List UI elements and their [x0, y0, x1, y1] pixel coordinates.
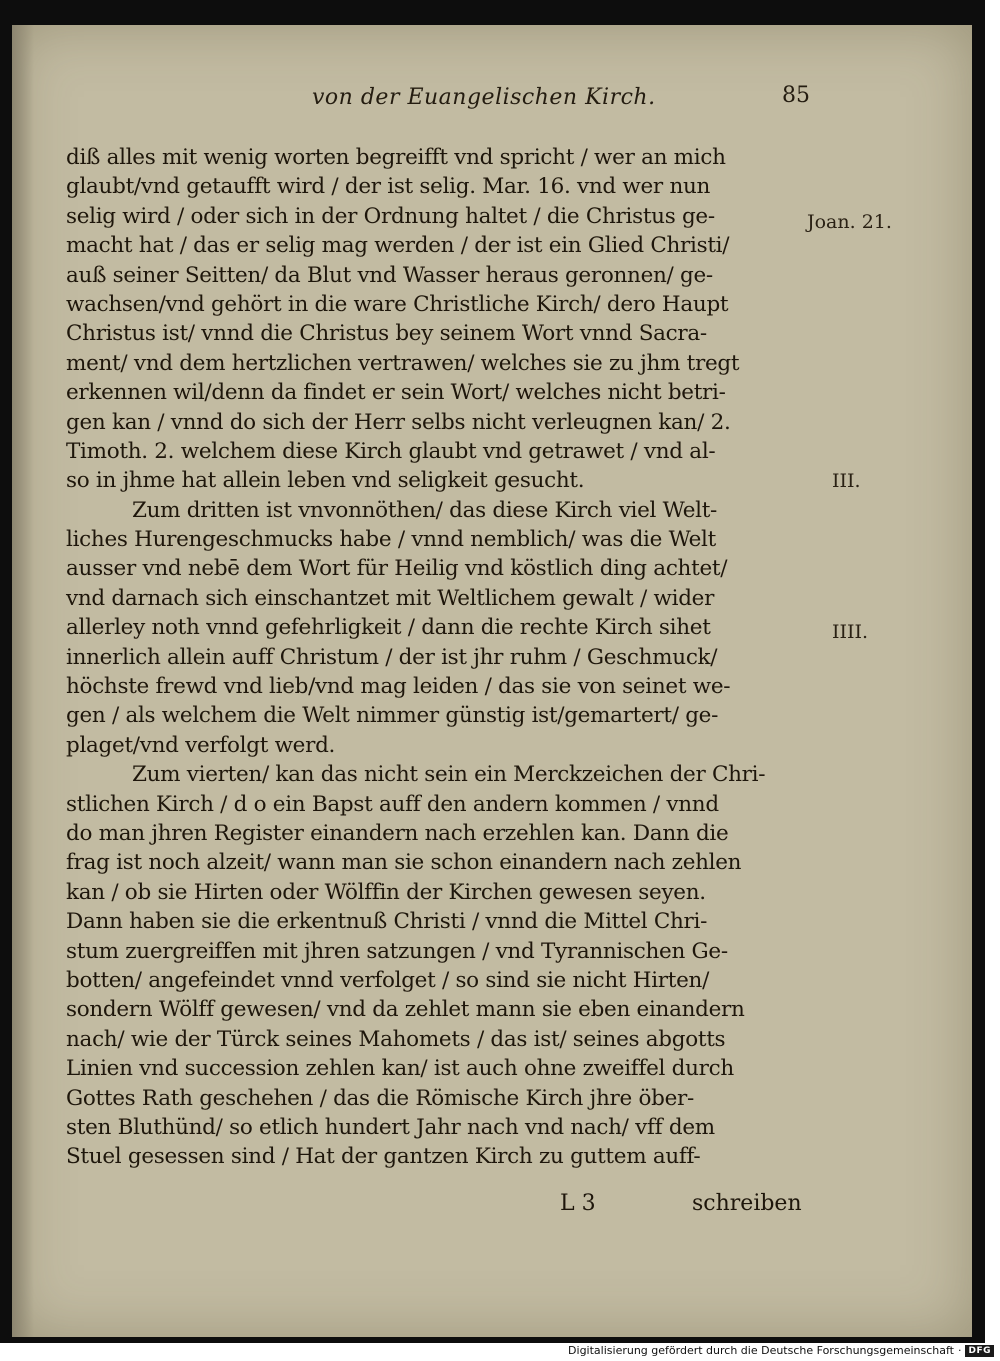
text-line: innerlich allein auff Christum / der ist jhr ruhm / Geschmuck/	[66, 644, 718, 670]
credit-separator: ·	[957, 1344, 962, 1357]
text-line: do man jhren Register einandern nach erzehlen kan. Dann die	[66, 820, 729, 846]
text-line: Dann haben sie die erkentnuß Christi / vnnd die Mittel Chri-	[66, 909, 708, 935]
text-line: Gottes Rath geschehen / das die Römische Kirch jhre öber-	[66, 1085, 694, 1111]
catchword: schreiben	[692, 1191, 802, 1216]
text-line: diß alles mit wenig worten begreifft vnd spricht / wer an mich	[66, 145, 726, 170]
margin-note-joan: Joan. 21.	[807, 211, 892, 233]
text-line: sten Bluthünd/ so etlich hundert Jahr nach vnd nach/ vff dem	[66, 1114, 715, 1140]
text-line: Linien vnd succession zehlen kan/ ist auch ohne zweiffel durch	[66, 1056, 734, 1082]
text-line: höchste frewd vnd lieb/vnd mag leiden / das sie von seinet we-	[66, 674, 731, 700]
digitization-credit	[568, 1344, 994, 1357]
text-line: Timoth. 2. welchem diese Kirch glaubt vnd getrawet / vnd al-	[66, 438, 716, 464]
signature-mark: L 3	[560, 1191, 596, 1216]
text-line: kan / ob sie Hirten oder Wölffin der Kirchen gewesen seyen.	[66, 879, 706, 905]
text-line: glaubt/vnd getaufft wird / der ist selig. Mar. 16. vnd wer nun	[66, 174, 711, 200]
text-line: gen / als welchem die Welt nimmer günstig ist/gemartert/ ge-	[66, 703, 719, 729]
text-line: gen kan / vnnd do sich der Herr selbs nicht verleugnen kan/ 2.	[66, 409, 731, 435]
text-line: allerley noth vnnd gefehrligkeit / dann die rechte Kirch sihet	[66, 615, 711, 641]
text-line: selig wird / oder sich in der Ordnung haltet / die Christus ge-	[66, 203, 715, 229]
margin-note-four: IIII.	[832, 621, 869, 643]
text-line: sondern Wölff gewesen/ vnd da zehlet mann sie eben einandern	[66, 997, 745, 1023]
text-line: Christus ist/ vnnd die Christus bey seinem Wort vnnd Sacra-	[66, 321, 707, 347]
body-text	[66, 143, 811, 1172]
text-line: vnd darnach sich einschantzet mit Weltlichem gewalt / wider	[66, 585, 715, 611]
margin-note-three: III.	[832, 470, 861, 492]
text-line: nach/ wie der Türck seines Mahomets / das ist/ seines abgotts	[66, 1026, 726, 1052]
paragraph-start-line: Zum vierten/ kan das nicht sein ein Merckzeichen der Chri-	[132, 762, 766, 788]
running-head: von der Euangelischen Kirch.	[312, 85, 656, 110]
credit-text: Digitalisierung gefördert durch die Deutsche Forschungsgemeinschaft	[568, 1344, 954, 1357]
text-line: erkennen wil/denn da findet er sein Wort/ welches nicht betri-	[66, 380, 726, 406]
dfg-logo-icon: DFG	[965, 1345, 994, 1357]
text-line: macht hat / das er selig mag werden / der ist ein Glied Christi/	[66, 233, 730, 259]
text-line: ausser vnd nebē dem Wort für Heilig vnd köstlich ding achtet/	[66, 556, 728, 582]
text-line: plaget/vnd verfolgt werd.	[66, 732, 336, 758]
text-line: frag ist noch alzeit/ wann man sie schon einandern nach zehlen	[66, 850, 742, 876]
text-line: stlichen Kirch / d o ein Bapst auff den andern kommen / vnnd	[66, 791, 719, 817]
text-line: so in jhme hat allein leben vnd seligkeit gesucht.	[66, 468, 585, 494]
text-line: auß seiner Seitten/ da Blut vnd Wasser heraus geronnen/ ge-	[66, 262, 713, 288]
text-line: botten/ angefeindet vnnd verfolget / so sind sie nicht Hirten/	[66, 967, 710, 993]
text-line: ment/ vnd dem hertzlichen vertrawen/ welches sie zu jhm tregt	[66, 350, 740, 376]
paragraph-start-line: Zum dritten ist vnvonnöthen/ das diese Kirch viel Welt-	[132, 497, 717, 523]
text-line: Stuel gesessen sind / Hat der gantzen Kirch zu guttem auff-	[66, 1144, 701, 1170]
text-line: wachsen/vnd gehört in die ware Christliche Kirch/ dero Haupt	[66, 291, 729, 317]
page-number: 85	[782, 83, 810, 108]
text-line: stum zuergreiffen mit jhren satzungen / vnd Tyrannischen Ge-	[66, 938, 728, 964]
text-line: liches Hurengeschmucks habe / vnnd nemblich/ was die Welt	[66, 527, 716, 553]
book-page	[12, 25, 972, 1337]
